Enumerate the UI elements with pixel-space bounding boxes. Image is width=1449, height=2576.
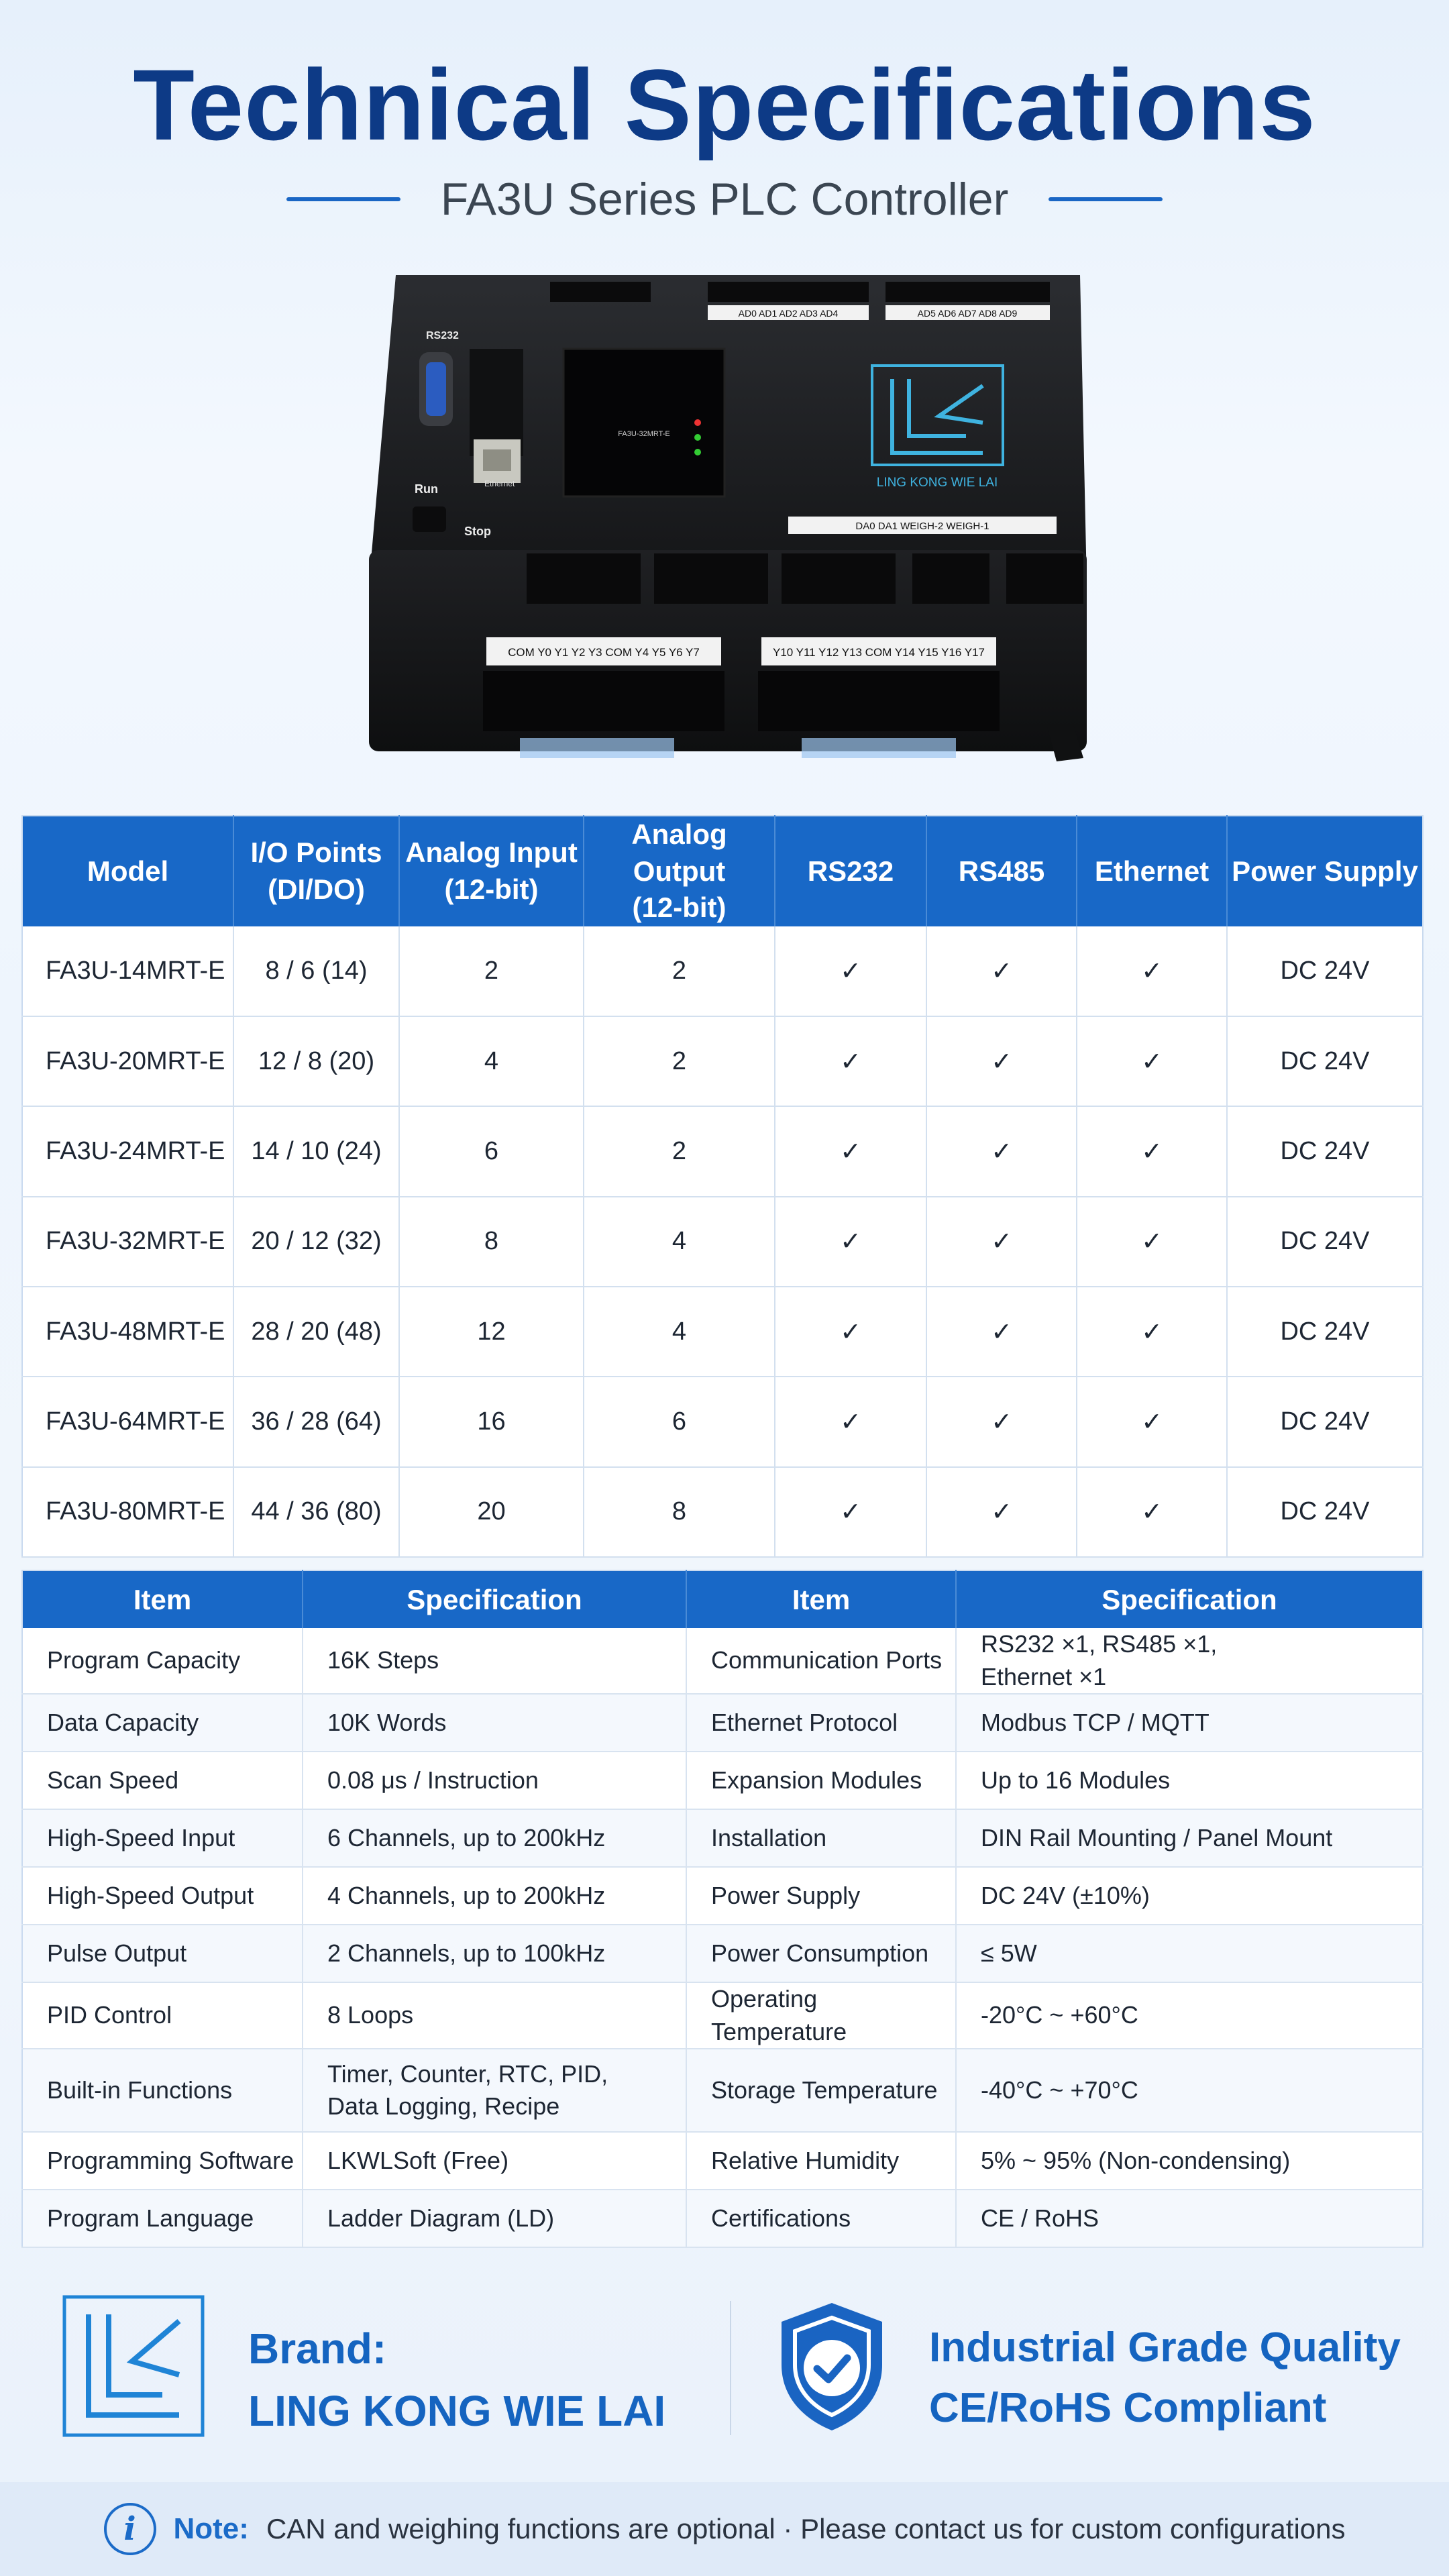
table-row: [22, 1867, 1423, 1925]
table-cell: DC 24V: [1227, 1197, 1423, 1287]
model-name-cell: FA3U-48MRT-E: [22, 1287, 233, 1377]
top-terminal-strip: [550, 282, 651, 302]
spec-value-cell: -20°C ~ +60°C: [956, 1982, 1423, 2049]
table-row: [22, 1467, 1423, 1557]
table-row: [22, 1694, 1423, 1752]
table-cell: ✓: [926, 926, 1077, 1016]
table-cell: 14 / 10 (24): [233, 1106, 399, 1196]
column-header: Analog Input (12-bit): [399, 816, 584, 926]
spec-value-cell: Up to 16 Modules: [956, 1752, 1423, 1809]
table-cell: ✓: [926, 1287, 1077, 1377]
table-cell: ✓: [926, 1377, 1077, 1466]
subtitle-line-right: [1049, 197, 1163, 201]
table-cell: 12: [399, 1287, 584, 1377]
shield-check-icon: [775, 2298, 889, 2435]
spec-item-cell: Ethernet Protocol: [686, 1694, 956, 1752]
column-header: Item: [22, 1570, 303, 1628]
rs232-label: RS232: [426, 330, 459, 341]
table-cell: DC 24V: [1227, 1016, 1423, 1106]
column-header: RS485: [926, 816, 1077, 926]
table-cell: ✓: [775, 926, 926, 1016]
table-row: [22, 1197, 1423, 1287]
spec-item-cell: Installation: [686, 1809, 956, 1867]
model-comparison-table: [21, 815, 1424, 1558]
column-header: Specification: [303, 1570, 686, 1628]
page-subtitle: FA3U Series PLC Controller: [440, 174, 1009, 225]
spec-value-cell: 0.08 μs / Instruction: [303, 1752, 686, 1809]
table-cell: 4: [584, 1287, 775, 1377]
table-row: [22, 1982, 1423, 2049]
footer-divider: [730, 2301, 731, 2435]
table-cell: 4: [399, 1016, 584, 1106]
brand-label: Brand:: [248, 2324, 387, 2373]
display-model-label: FA3U-32MRT-E: [618, 430, 670, 438]
spec-item-cell: Program Language: [22, 2190, 303, 2247]
table-cell: 6: [399, 1106, 584, 1196]
spec-value-cell: Modbus TCP / MQTT: [956, 1694, 1423, 1752]
table-cell: 28 / 20 (48): [233, 1287, 399, 1377]
table-cell: 20 / 12 (32): [233, 1197, 399, 1287]
spec-value-cell: DIN Rail Mounting / Panel Mount: [956, 1809, 1423, 1867]
table-cell: ✓: [926, 1016, 1077, 1106]
table-cell: 2: [399, 926, 584, 1016]
spec-value-cell: 4 Channels, up to 200kHz: [303, 1867, 686, 1925]
table-cell: DC 24V: [1227, 926, 1423, 1016]
spec-item-cell: Operating Temperature: [686, 1982, 956, 2049]
top-terminal-strip: [708, 282, 869, 302]
table-cell: DC 24V: [1227, 1106, 1423, 1196]
column-header: I/O Points (DI/DO): [233, 816, 399, 926]
table-cell: 16: [399, 1377, 584, 1466]
bottom-terminal-block: [758, 671, 1000, 731]
table-cell: ✓: [926, 1467, 1077, 1557]
table-cell: 2: [584, 1016, 775, 1106]
note-text: CAN and weighing functions are optional · Please contact us for custom configurations: [266, 2513, 1346, 2544]
page-title: Technical Specifications: [133, 48, 1316, 161]
model-name-cell: FA3U-64MRT-E: [22, 1377, 233, 1466]
spec-item-cell: High-Speed Output: [22, 1867, 303, 1925]
plc-controller-illustration: [349, 262, 1100, 785]
table-row: [22, 926, 1423, 1016]
column-header: Analog Output (12-bit): [584, 816, 775, 926]
column-header: Ethernet: [1077, 816, 1227, 926]
subtitle-row: [0, 169, 1449, 229]
table-cell: 4: [584, 1197, 775, 1287]
spec-item-cell: Certifications: [686, 2190, 956, 2247]
spec-item-cell: Programming Software: [22, 2132, 303, 2190]
model-name-cell: FA3U-20MRT-E: [22, 1016, 233, 1106]
table-cell: 8: [584, 1467, 775, 1557]
table-row: [22, 1925, 1423, 1982]
table-cell: ✓: [1077, 1197, 1227, 1287]
spec-value-cell: 16K Steps: [303, 1628, 686, 1694]
run-label: Run: [415, 482, 438, 496]
table-cell: ✓: [775, 1106, 926, 1196]
quality-line-1: Industrial Grade Quality: [929, 2324, 1401, 2371]
column-header: RS232: [775, 816, 926, 926]
spec-item-cell: Relative Humidity: [686, 2132, 956, 2190]
quality-block: [929, 2318, 1401, 2438]
table-cell: ✓: [1077, 1377, 1227, 1466]
spec-value-cell: DC 24V (±10%): [956, 1867, 1423, 1925]
spec-value-cell: 6 Channels, up to 200kHz: [303, 1809, 686, 1867]
table-row: [22, 1377, 1423, 1466]
spec-item-cell: PID Control: [22, 1982, 303, 2049]
table-cell: ✓: [1077, 1016, 1227, 1106]
model-name-cell: FA3U-14MRT-E: [22, 926, 233, 1016]
table-row: [22, 1106, 1423, 1196]
spec-value-cell: ≤ 5W: [956, 1925, 1423, 1982]
quality-line-2: CE/RoHS Compliant: [929, 2384, 1327, 2431]
table-cell: ✓: [1077, 1467, 1227, 1557]
spec-item-cell: Communication Ports: [686, 1628, 956, 1694]
table-cell: ✓: [775, 1197, 926, 1287]
spec-value-cell: Ladder Diagram (LD): [303, 2190, 686, 2247]
column-header: Power Supply: [1227, 816, 1423, 926]
bottom-terminal-labels-a: COM Y0 Y1 Y2 Y3 COM Y4 Y5 Y6 Y7: [508, 646, 700, 659]
column-header: Model: [22, 816, 233, 926]
spec-value-cell: CE / RoHS: [956, 2190, 1423, 2247]
table-cell: DC 24V: [1227, 1377, 1423, 1466]
table-row: [22, 2049, 1423, 2132]
brand-logo-icon: [62, 2294, 205, 2438]
run-stop-switch: [413, 506, 446, 532]
table-cell: ✓: [775, 1287, 926, 1377]
subtitle-line-left: [286, 197, 400, 201]
brand-block: [248, 2318, 665, 2443]
table-row: [22, 1628, 1423, 1694]
top-terminal-labels-a: AD0 AD1 AD2 AD3 AD4: [738, 308, 839, 319]
model-name-cell: FA3U-32MRT-E: [22, 1197, 233, 1287]
model-name-cell: FA3U-80MRT-E: [22, 1467, 233, 1557]
table-cell: ✓: [1077, 926, 1227, 1016]
table-row: [22, 1752, 1423, 1809]
table-cell: 2: [584, 1106, 775, 1196]
brand-name: LING KONG WIE LAI: [248, 2386, 666, 2435]
note-label: Note:: [173, 2512, 249, 2545]
table-cell: 12 / 8 (20): [233, 1016, 399, 1106]
table-row: [22, 2190, 1423, 2247]
specification-table: [21, 1570, 1424, 2248]
column-header: Item: [686, 1570, 956, 1628]
spec-item-cell: Built-in Functions: [22, 2049, 303, 2132]
table-cell: ✓: [775, 1377, 926, 1466]
table-row: [22, 1809, 1423, 1867]
spec-value-cell: 8 Loops: [303, 1982, 686, 2049]
spec-value-cell: -40°C ~ +70°C: [956, 2049, 1423, 2132]
spec-item-cell: Scan Speed: [22, 1752, 303, 1809]
table-row: [22, 2132, 1423, 2190]
stop-label: Stop: [464, 525, 491, 538]
bottom-terminal-labels-b: Y10 Y11 Y12 Y13 COM Y14 Y15 Y16 Y17: [772, 646, 985, 659]
spec-value-cell: 5% ~ 95% (Non-condensing): [956, 2132, 1423, 2190]
spec-item-cell: High-Speed Input: [22, 1809, 303, 1867]
table-cell: DC 24V: [1227, 1287, 1423, 1377]
spec-value-cell: Timer, Counter, RTC, PID, Data Logging, Recipe: [303, 2049, 686, 2132]
spec-value-cell: LKWLSoft (Free): [303, 2132, 686, 2190]
note-bar: [0, 2482, 1449, 2576]
table-cell: 6: [584, 1377, 775, 1466]
bottom-terminal-block: [483, 671, 724, 731]
table-cell: 8 / 6 (14): [233, 926, 399, 1016]
table-cell: ✓: [775, 1467, 926, 1557]
column-header: Specification: [956, 1570, 1423, 1628]
table-header-row: [22, 1570, 1423, 1628]
table-cell: 44 / 36 (80): [233, 1467, 399, 1557]
rs232-port-icon: [426, 362, 446, 416]
table-cell: ✓: [1077, 1287, 1227, 1377]
table-cell: ✓: [1077, 1106, 1227, 1196]
product-image: [349, 262, 1100, 785]
device-brand-text: LING KONG WIE LAI: [876, 476, 998, 490]
spec-item-cell: Power Supply: [686, 1867, 956, 1925]
spec-item-cell: Storage Temperature: [686, 2049, 956, 2132]
info-icon: i: [104, 2503, 156, 2555]
spec-item-cell: Data Capacity: [22, 1694, 303, 1752]
spec-value-cell: 2 Channels, up to 100kHz: [303, 1925, 686, 1982]
spec-value-cell: RS232 ×1, RS485 ×1, Ethernet ×1: [956, 1628, 1423, 1694]
spec-item-cell: Power Consumption: [686, 1925, 956, 1982]
table-cell: ✓: [926, 1106, 1077, 1196]
ethernet-label: Ethernet: [484, 479, 515, 488]
table-cell: 8: [399, 1197, 584, 1287]
table-cell: ✓: [775, 1016, 926, 1106]
spec-item-cell: Program Capacity: [22, 1628, 303, 1694]
table-cell: 2: [584, 926, 775, 1016]
table-cell: 20: [399, 1467, 584, 1557]
table-row: [22, 1016, 1423, 1106]
table-cell: DC 24V: [1227, 1467, 1423, 1557]
table-header-row: [22, 816, 1423, 926]
top-terminal-labels-b: AD5 AD6 AD7 AD8 AD9: [917, 308, 1018, 319]
spec-item-cell: Expansion Modules: [686, 1752, 956, 1809]
table-cell: ✓: [926, 1197, 1077, 1287]
table-cell: 36 / 28 (64): [233, 1377, 399, 1466]
spec-value-cell: 10K Words: [303, 1694, 686, 1752]
spec-item-cell: Pulse Output: [22, 1925, 303, 1982]
model-name-cell: FA3U-24MRT-E: [22, 1106, 233, 1196]
top-terminal-strip: [885, 282, 1050, 302]
table-row: [22, 1287, 1423, 1377]
mid-terminal-labels: DA0 DA1 WEIGH-2 WEIGH-1: [855, 521, 989, 532]
